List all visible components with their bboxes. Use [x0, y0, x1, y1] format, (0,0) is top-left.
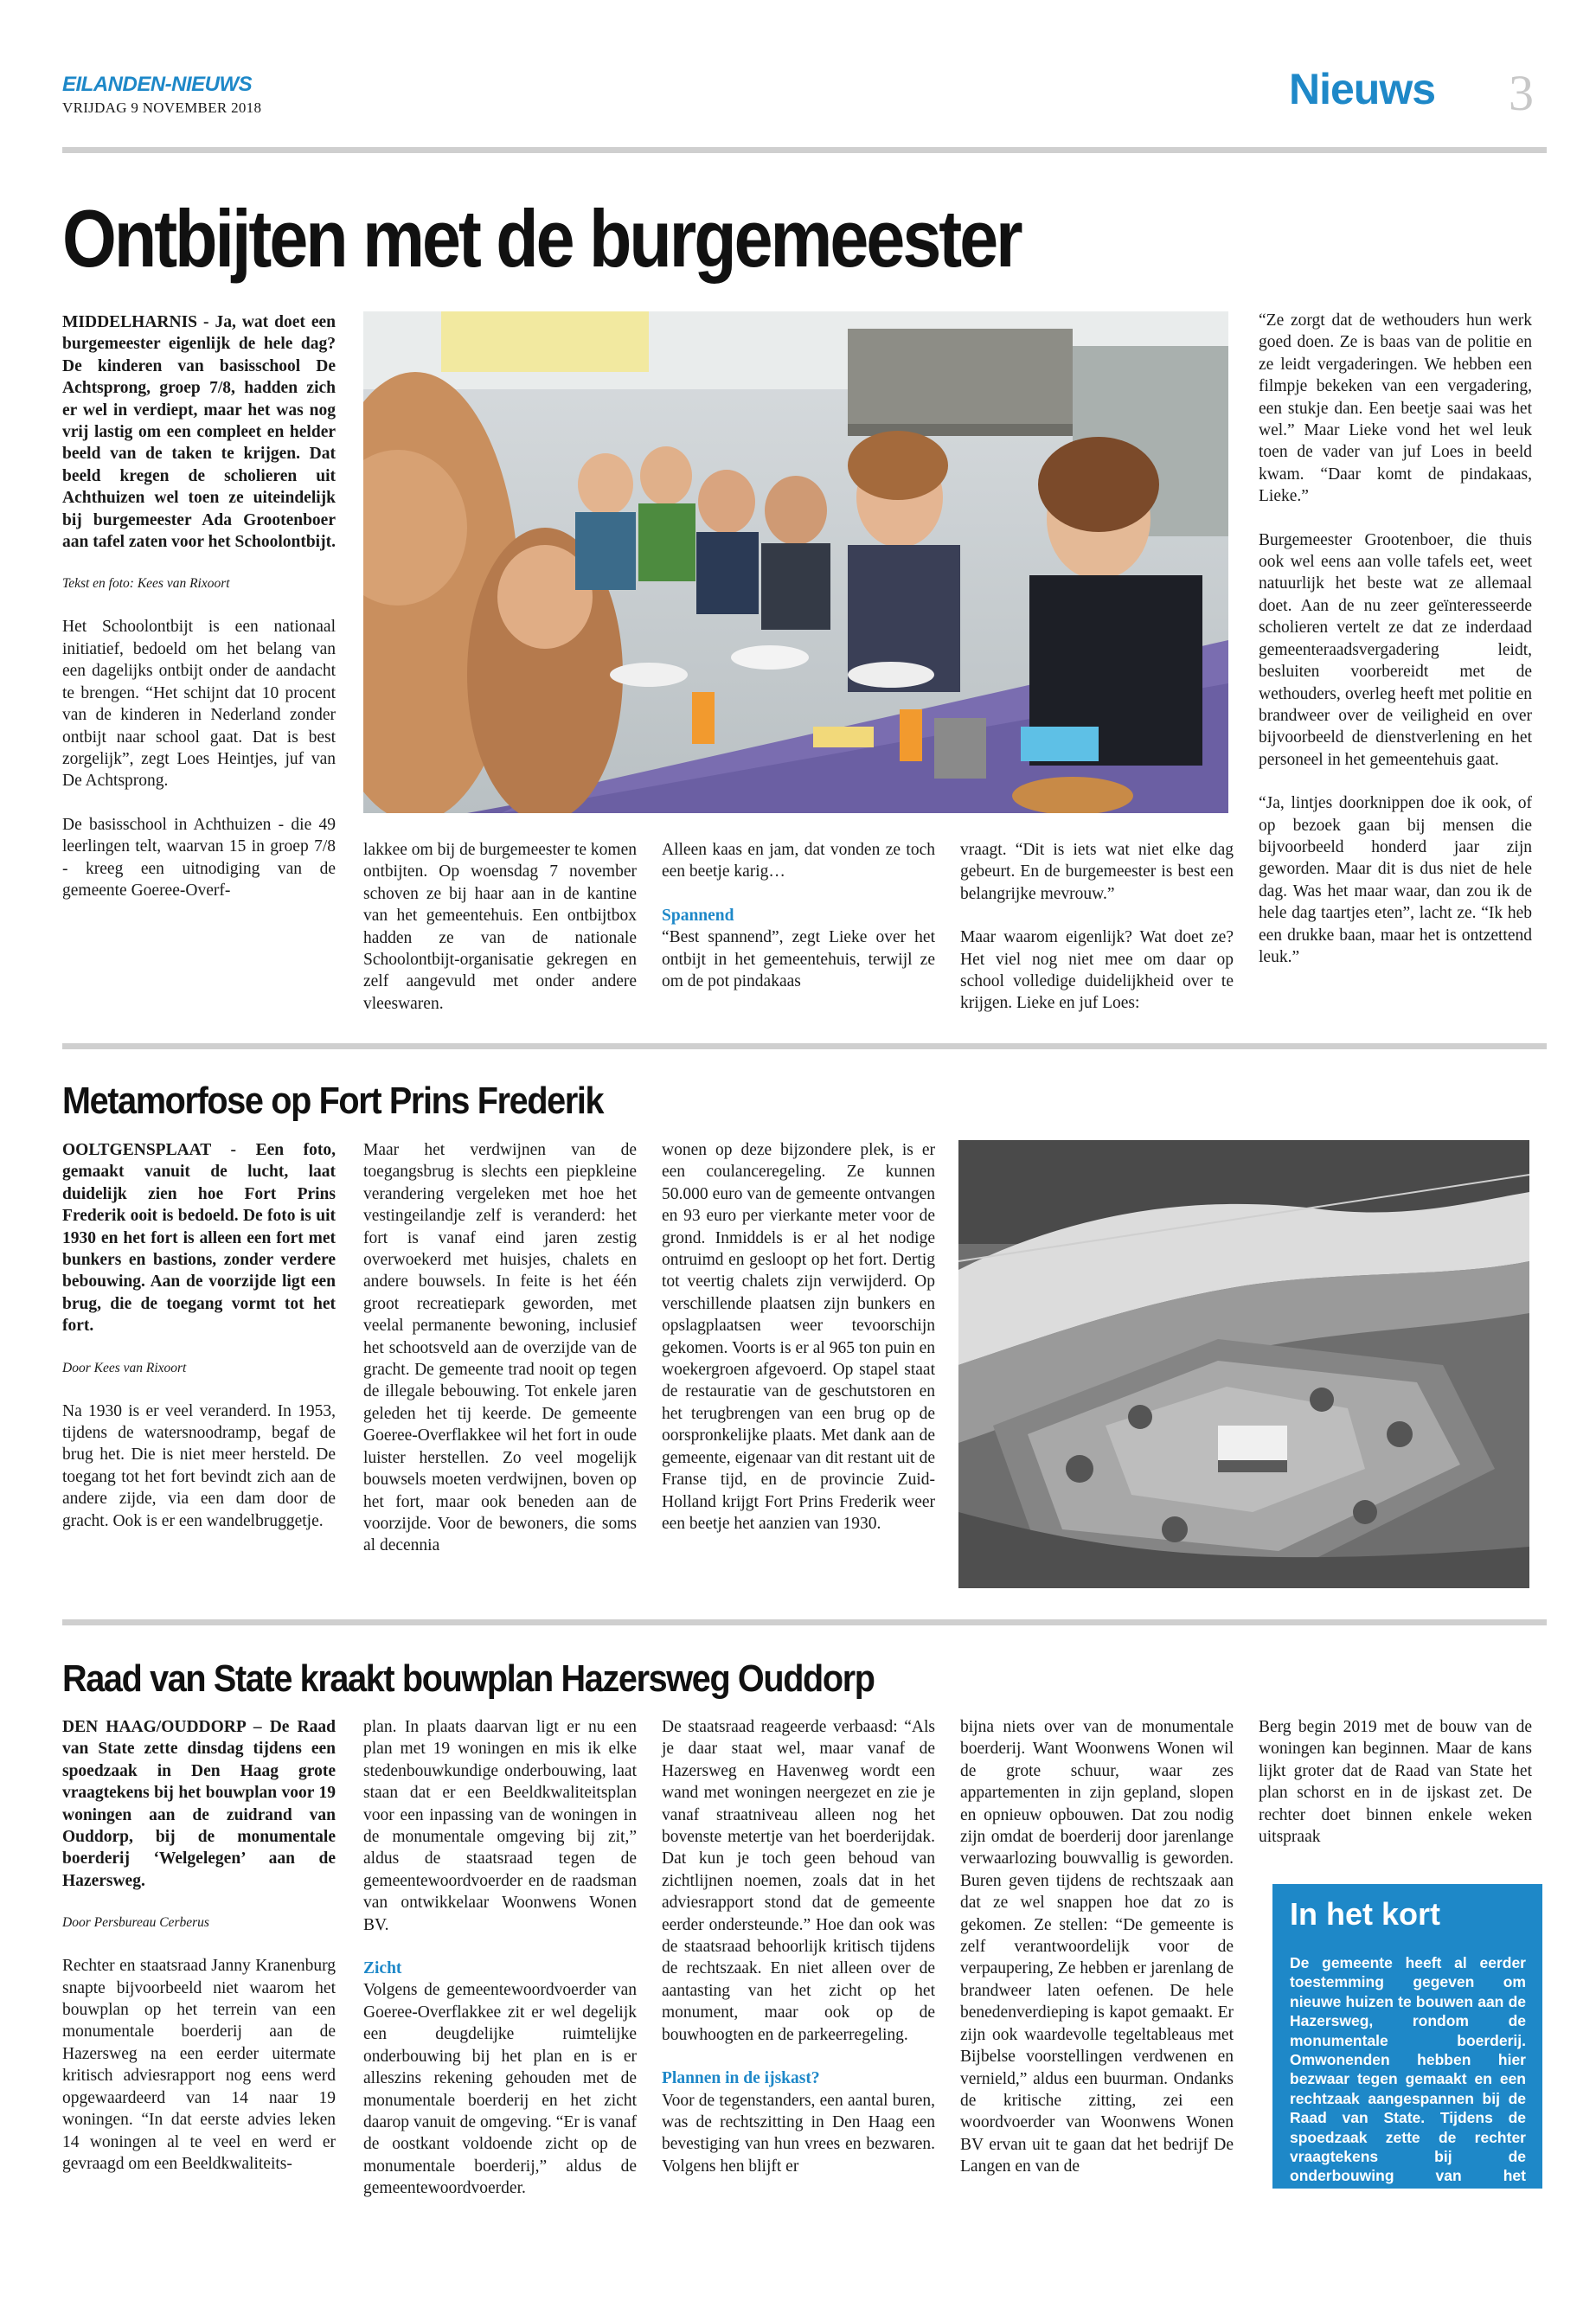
article3-paragraph: bijna niets over van de monumentale boerderij. Want Woonwens Wonen wil de grote schuur, waar zes appartementen in zijn gepland, slopen en opnieuw opbouwen. Dat zou nodig zijn omdat de boerderij door jarenlange verwaarlozing bouwvallig is geworden. Buren geven tijdens de rechtszaak aan dat ze wel snappen hoe dat zo is gekomen. Ze stellen: “De gemeente is zelf verantwoordelijk voor de verpaupering, Ze hebben er jarenlang de brandweer laten oefenen. De hele benedenverdieping is kapot gemaakt. Er zijn ook waardevolle tegeltableaus met Bijbelse voorstellingen verdwenen en vernield,” aldus een buurman. Ondanks de kritische zitting, zei een woordvoerder van Woonwens Wonen BV ervan uit te gaan dat het bedrijf De Langen en van de: [960, 1718, 1234, 2176]
article3-paragraph: De staatsraad reageerde verbaasd: “Als je daar staat wel, maar vanaf de Hazersweg en Havenweg wordt een wand met woningen neergezet en zie je vanaf straatniveau alleen nog het bovenste metertje van het boerderijdak. Dat kun je toch geen behoud van zichtlijnen noemen, zoals dat in het adviesrapport stond dat de gemeente eerder ondersteunde.” Hoe dan ook was de staatsraad behoorlijk kritisch tijdens de rechtszaak. En niet alleen over de aantasting van het zicht op het monument, maar ook op de bouwhoogten en de parkeerregeling.: [662, 1718, 935, 2044]
article3-byline: Door Persbureau Cerberus: [62, 1915, 209, 1931]
article3-column-4: [960, 1716, 1234, 2200]
article3-column-2: [363, 1716, 637, 2221]
article3-column-5: [1259, 1716, 1532, 1869]
section-rule: [62, 1619, 1547, 1625]
in-het-kort-text: De gemeente heeft al eerder toestemming gegeven om nieuwe huizen te bouwen aan de Hazersweg, rondom de monumentale boerderij. Omwonenden hebben hier bezwaar tegen gemaakt en een rechtzaak aangespannen bij de Raad van State. Tijdens de spoedzaak zette de rechter vraagtekens bij de onderbouwing van het bouwproject.: [1290, 1954, 1526, 2204]
article1-column-1: [62, 311, 336, 923]
article1-paragraph: lakkee om bij de burgemeester te komen ontbijten. Op woensdag 7 november schoven ze bij haar aan in de kantine van het gemeentehuis. Een ontbijtbox hadden ze van de nationale Schoolontbijt-organisatie gekregen en zelf aangevuld met onder andere vleeswaren.: [363, 841, 637, 1013]
article2-paragraph: wonen op deze bijzondere plek, is er een coulanceregeling. Ze kunnen 50.000 euro van de gemeente ontvangen en 93 euro per vierkante meter voor de grond. Inmiddels is er al het nodige ontruimd en gesloopt op het fort. Dertig tot veertig chalets zijn verwijderd. Op verschillende plaatsen zijn bunkers en opslagplaatsen weer tevoorschijn gekomen. Voorts is er al 965 ton puin en woekergroen afgevoerd. Op stapel staat de restauratie van de geschutstoren en het terugbrengen van een brug op de oorspronkelijke plaats. Met dank aan de gemeente, eigenaar van dit restant uit de Franse tijd, en de provincie Zuid-Holland krijgt Fort Prins Frederik weer een beetje het aanzien van 1930.: [662, 1141, 935, 1533]
section-title: Nieuws: [1289, 65, 1436, 113]
article1-paragraph: “Best spannend”, zegt Lieke over het ontbijt in het gemeentehuis, terwijl ze om de pot pindakaas: [662, 928, 935, 991]
newspaper-logo: EILANDEN-NIEUWS: [62, 73, 253, 96]
page-number: 3: [1509, 65, 1534, 121]
article3-subheading: Zicht: [363, 1959, 402, 1978]
article1-paragraph: Maar waarom eigenlijk? Wat doet ze? Het viel nog niet mee om daar op school volledige duidelijkheid over te krijgen. Lieke en juf Loes:: [960, 928, 1234, 1013]
article2-column-3: [662, 1139, 935, 1556]
article3-column-3: [662, 1716, 935, 2199]
article1-paragraph: vraagt. “Dit is iets wat niet elke dag gebeurt. En de burgemeester is best een belangrijke mevrouw.”: [960, 841, 1234, 903]
article1-lead: MIDDELHARNIS - Ja, wat doet een burgemeester eigenlijk de hele dag? De kinderen van basisschool De Achtsprong, groep 7/8, hadden zich er wel in verdiept, maar het was nog vrij lastig om een compleet en helder beeld van de taken te krijgen. Dat beeld kregen de scholieren uit Achthuizen wel toen ze uiteindelijk bij burgemeester Ada Grootenboer aan tafel zaten voor het Schoolontbijt.: [62, 313, 336, 552]
breakfast-photo: [363, 311, 1228, 813]
article2-paragraph: Na 1930 is er veel veranderd. In 1953, tijdens de watersnoodramp, begaf de brug het. Die is niet meer hersteld. De toegang tot het fort bevindt zich aan de andere zijde, via een dam door de gracht. Ook is er een wandelbruggetje.: [62, 1401, 336, 1530]
article1-paragraph: “Ze zorgt dat de wethouders hun werk goed doen. Ze is baas van de politie en ze leidt vergaderingen. We hebben een filmpje bekeken van een vergadering, een stukje dan. Een beetje saai was het wel.” Maar Lieke vond het wel leuk toen de vader van juf Loes in beeld kwam. “Daar komt de pindakaas, Lieke.”: [1259, 311, 1532, 506]
article1-paragraph: Burgemeester Grootenboer, die thuis ook wel eens aan volle tafels eet, weet natuurlijk het beste wat ze allemaal doet. Aan de nu zeer geïnteresseerde scholieren vertelt ze dat ze inderdaad gemeenteraadsvergadering leidt, besluiten voorbereidt met de wethouders, overleg heeft met politie en brandweer over de veiligheid en over bijvoorbeeld de dienstverlening en het personeel in het gemeentehuis gaat.: [1259, 530, 1532, 769]
section-rule: [62, 1043, 1547, 1049]
article1-column-5: [1259, 310, 1532, 990]
article2-paragraph: Maar het verdwijnen van de toegangsbrug is slechts een piepkleine verandering vergeleken met hoe het vestingeilandje zelf is veranderd: het fort is vanaf eind jaren zestig overwoekerd met huisjes, chalets en andere bouwsels. In feite is het één groot recreatiepark geworden, met veelal permanente bewoning, inclusief het schootsveld aan de overzijde van de gracht. De gemeente trad nooit op tegen de illegale bebouwing. Tot enkele jaren geleden het tij keerde. De gemeente Goeree-Overflakkee wil het fort in oude luister herstellen. Zo veel mogelijk bouwsels moeten verdwijnen, boven op het fort, maar ook beneden aan de voorzijde. Voor de bewoners, die soms al decennia: [363, 1141, 637, 1555]
issue-date: VRIJDAG 9 NOVEMBER 2018: [62, 99, 262, 116]
article1-paragraph: Alleen kaas en jam, dat vonden ze toch een beetje karig…: [662, 841, 935, 881]
article3-column-1: [62, 1716, 336, 2196]
in-het-kort-title: In het kort: [1290, 1896, 1441, 1932]
article3-lead: DEN HAAG/OUDDORP – De Raad van State zette dinsdag tijdens een spoedzaak in Den Haag grote vraagtekens bij het bouwplan voor 19 woningen aan de zuidrand van Ouddorp, bij de monumentale boerderij ‘Welgelegen’ aan de Hazersweg.: [62, 1718, 336, 1890]
article3-paragraph: Rechter en staatsraad Janny Kranenburg snapte bijvoorbeeld niet waarom het bouwplan op het terrein van een monumentale boerderij aan de Hazersweg na een eerder uitermate kritisch adviesrapport nog eens werd opgewaardeerd van 14 naar 19 woningen. “In dat eerste advies leken 14 woningen al te veel en werd er gevraagd om een Beeldkwaliteits-: [62, 1957, 336, 2173]
in-het-kort-box: [1272, 1884, 1542, 2204]
article1-column-3: [662, 839, 935, 1014]
article1-paragraph: “Ja, lintjes doorknippen doe ik ook, of op bezoek gaan bij mensen die bijvoorbeeld honderd jaar zijn geworden. Maar dit is dus niet de hele dag. Was het maar waar, dan zou ik de hele dag taartjes eten”, lacht ze. “Ik heb een drukke baan, maar het is ontzettend leuk.”: [1259, 794, 1532, 966]
article3-headline: Raad van State kraakt bouwplan Hazersweg Ouddorp: [62, 1657, 875, 1700]
article1-byline: Tekst en foto: Kees van Rixoort: [62, 576, 230, 592]
aerial-fort-photo: [958, 1140, 1529, 1588]
article1-column-2: [363, 839, 637, 1036]
article2-byline: Door Kees van Rixoort: [62, 1360, 187, 1375]
article1-headline: Ontbijten met de burgemeester: [62, 193, 1021, 284]
article3-paragraph: Voor de tegenstanders, een aantal buren, was de rechtszitting in Den Haag een bevestiging van hun vrees en bezwaren. Volgens hen blijft er: [662, 2091, 935, 2176]
article1-subheading: Spannend: [662, 906, 734, 925]
article2-headline: Metamorfose op Fort Prins Frederik: [62, 1080, 604, 1122]
article2-lead: OOLTGENSPLAAT - Een foto, gemaakt vanuit de lucht, laat duidelijk zien hoe Fort Prins Frederik ooit is bedoeld. De foto is uit 1930 en het fort is alleen een fort met bunkers en bastions, zonder verdere bebouwing. Aan de voorzijde ligt een brug, die de toegang vormt tot het fort.: [62, 1141, 336, 1336]
article1-column-4: [960, 839, 1234, 1036]
article1-paragraph: Het Schoolontbijt is een nationaal initiatief, bedoeld om het belang van een dagelijks ontbijt onder de aandacht te brengen. “Het schijnt dat 10 procent van de kinderen in Nederland zonder ontbijt naar school gaat. Dat is best zorgelijk”, zegt Loes Heintjes, juf van De Achtsprong.: [62, 618, 336, 791]
article3-paragraph: plan. In plaats daarvan ligt er nu een plan met 19 woningen en mis ik elke stedenbouwkundige onderbouwing, laat staan dat er een Beeldkwaliteitsplan voor een inpassing van de woningen in de monumentale omgeving bij zit,” aldus de staatsraad tegen de gemeentewoordvoerder en de raadsman van ontwikkelaar Woonwens Wonen BV.: [363, 1718, 637, 1934]
article3-paragraph: Volgens de gemeentewoordvoerder van Goeree-Overflakkee zit er wel degelijk een deugdelijke ruimtelijke onderbouwing bij het plan en is er alleszins rekening gehouden met de monumentale boerderij en het zicht daarop vanuit de omgeving. “Er is vanaf de oostkant voldoende zicht op de monumentale boerderij,” aldus de gemeentewoordvoerder.: [363, 1981, 637, 2198]
article3-paragraph: Berg begin 2019 met de bouw van de woningen kan beginnen. Maar de kans lijkt groter dat de Raad van State het plan schorst en in de ijskast zet. De rechter doet binnen enkele weken uitspraak: [1259, 1718, 1532, 1847]
article3-subheading: Plannen in de ijskast?: [662, 2069, 820, 2088]
article1-paragraph: De basisschool in Achthuizen - die 49 leerlingen telt, waarvan 15 in groep 7/8 - kreeg een uitnodiging van de gemeente Goeree-Overf-: [62, 815, 336, 900]
top-rule: [62, 147, 1547, 153]
article2-column-2: [363, 1139, 637, 1579]
article2-column-1: [62, 1139, 336, 1554]
